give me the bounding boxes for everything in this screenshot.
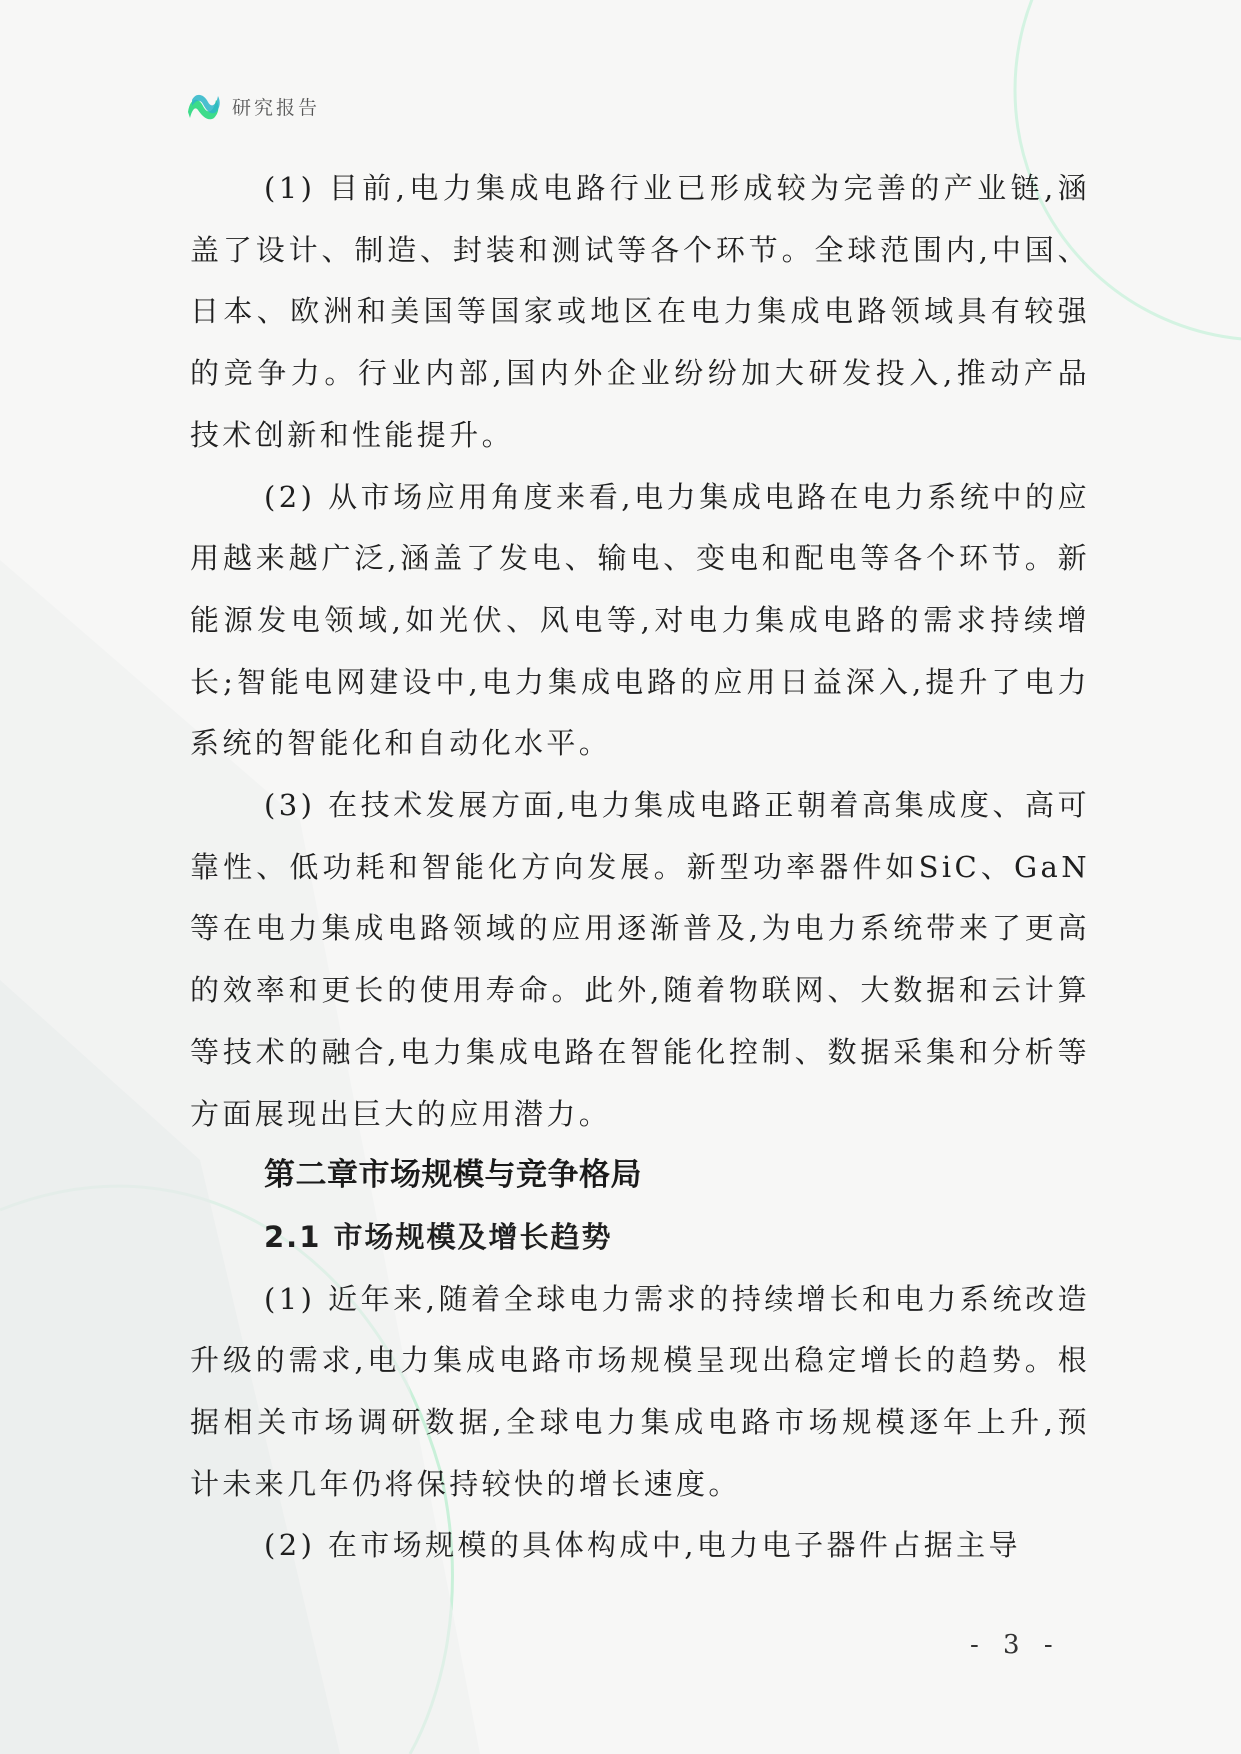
header-title: 研究报告 bbox=[232, 96, 321, 119]
paragraph: (2) 在市场规模的具体构成中,电力电子器件占据主导 bbox=[264, 1528, 1021, 1563]
paragraph: (2) 从市场应用角度来看,电力集成电路在电力系统中的应用越来越广泛,涵盖了发电、输电、变电和配电等各个环节。新能源发电领域,如光伏、风电等,对电力集成电路的需求持续增长;智能电网建设中,电力集成电路的应用日益深入,提升了电力系统的智能化和自动化水平。 bbox=[190, 479, 1090, 761]
page-header bbox=[186, 88, 320, 124]
paragraph: (1) 近年来,随着全球电力需求的持续增长和电力系统改造升级的需求,电力集成电路市场规模呈现出稳定增长的趋势。根据相关市场调研数据,全球电力集成电路市场规模逐年上升,预计未来几年仍将保持较快的增长速度。 bbox=[190, 1281, 1090, 1501]
section-number: 2.1 bbox=[264, 1219, 322, 1254]
brand-logo-icon bbox=[186, 90, 222, 122]
page-number: - 3 - bbox=[970, 1630, 1061, 1660]
paragraph: (3) 在技术发展方面,电力集成电路正朝着高集成度、高可靠性、低功耗和智能化方向发展。新型功率器件如SiC、GaN等在电力集成电路领域的应用逐渐普及,为电力系统带来了更高的效率和更长的使用寿命。此外,随着物联网、大数据和云计算等技术的融合,电力集成电路在智能化控制、数据采集和分析等方面展现出巨大的应用潜力。 bbox=[190, 788, 1090, 1131]
section-title: 市场规模及增长趋势 bbox=[333, 1219, 613, 1254]
document-body bbox=[190, 158, 1090, 1577]
section-heading bbox=[190, 1207, 1090, 1269]
paragraph: (1) 目前,电力集成电路行业已形成较为完善的产业链,涵盖了设计、制造、封装和测试等各个环节。全球范围内,中国、日本、欧洲和美国等国家或地区在电力集成电路领域具有较强的竞争力。行业内部,国内外企业纷纷加大研发投入,推动产品技术创新和性能提升。 bbox=[190, 171, 1090, 452]
chapter-heading: 第二章市场规模与竞争格局 bbox=[264, 1157, 642, 1194]
